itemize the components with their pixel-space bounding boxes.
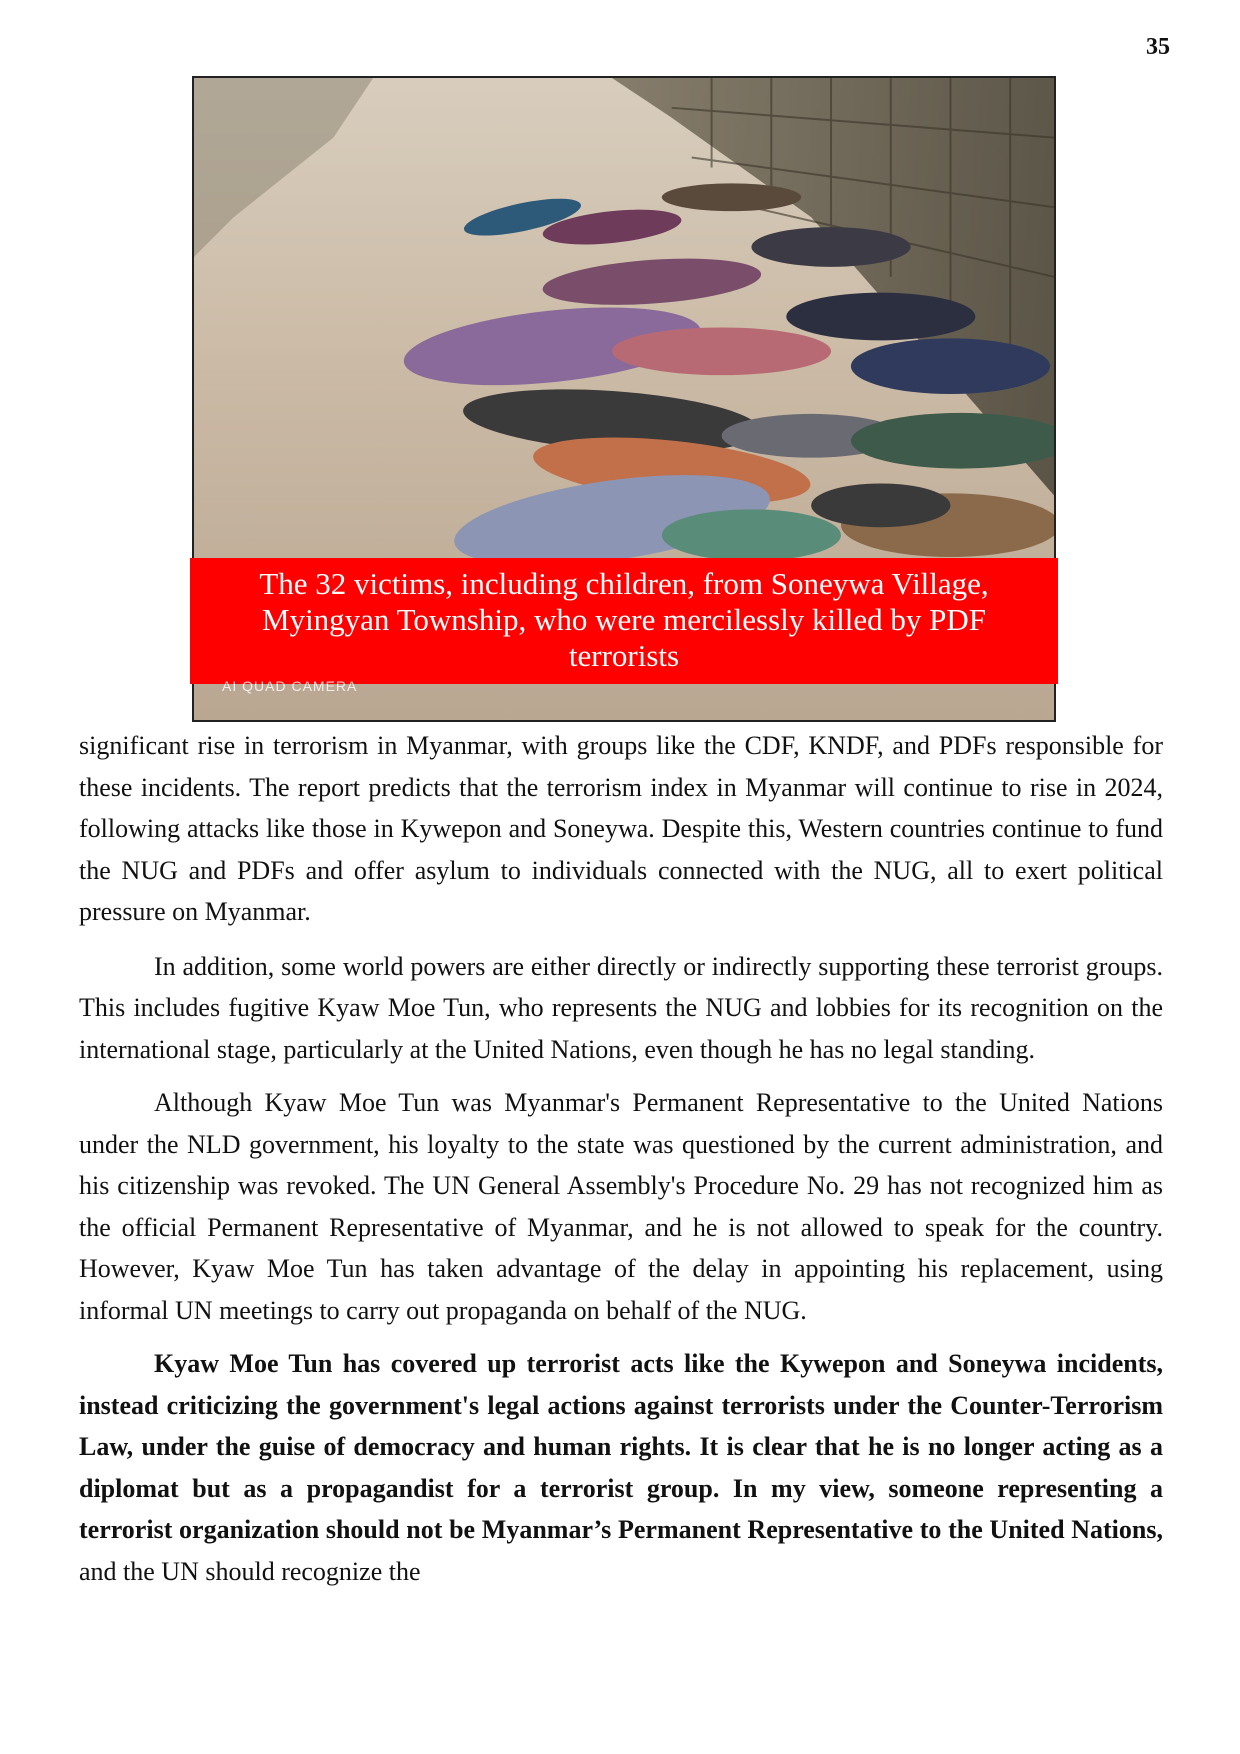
photo-caption: The 32 victims, including children, from Soneywa Village, Myingyan Township, who were mercilessly killed by PDF terrorists <box>190 558 1058 684</box>
article-body <box>79 725 1163 1604</box>
paragraph-4 <box>79 1343 1163 1592</box>
paragraph-2: In addition, some world powers are either directly or indirectly supporting these terrorist groups. This includes fugitive Kyaw Moe Tun, who represents the NUG and lobbies for its recognition on the international stage, particularly at the United Nations, even though he has no legal standing. <box>79 951 1163 1064</box>
paragraph-1: significant rise in terrorism in Myanmar, with groups like the CDF, KNDF, and PDFs responsible for these incidents. The report predicts that the terrorism index in Myanmar will continue to rise in 2024, following attacks like those in Kywepon and Soneywa. Despite this, Western countries continue to fund the NUG and PDFs and offer asylum to individuals connected with the NUG, all to exert political pressure on Myanmar. <box>79 731 1163 926</box>
paragraph-3: Although Kyaw Moe Tun was Myanmar's Permanent Representative to the United Nations under the NLD government, his loyalty to the state was questioned by the current administration, and his citizenship was revoked. The UN General Assembly's Procedure No. 29 has not recognized him as the official Permanent Representative of Myanmar, and he is not allowed to speak for the country. However, Kyaw Moe Tun has taken advantage of the delay in appointing his replacement, using informal UN meetings to carry out propaganda on behalf of the NUG. <box>79 1088 1163 1325</box>
paragraph-4-regular: and the UN should recognize the <box>79 1556 421 1586</box>
page-number: 35 <box>1146 34 1170 60</box>
camera-watermark: AI QUAD CAMERA <box>222 678 358 694</box>
paragraph-4-bold: Kyaw Moe Tun has covered up terrorist acts like the Kywepon and Soneywa incidents, instead criticizing the government's legal actions against terrorists under the Counter-Terrorism Law, under the guise of democracy and human rights. It is clear that he is no longer acting as a diplomat but as a propagandist for a terrorist group. In my view, someone representing a terrorist organization should not be Myanmar’s Permanent Representative to the United Nations, <box>79 1349 1163 1544</box>
